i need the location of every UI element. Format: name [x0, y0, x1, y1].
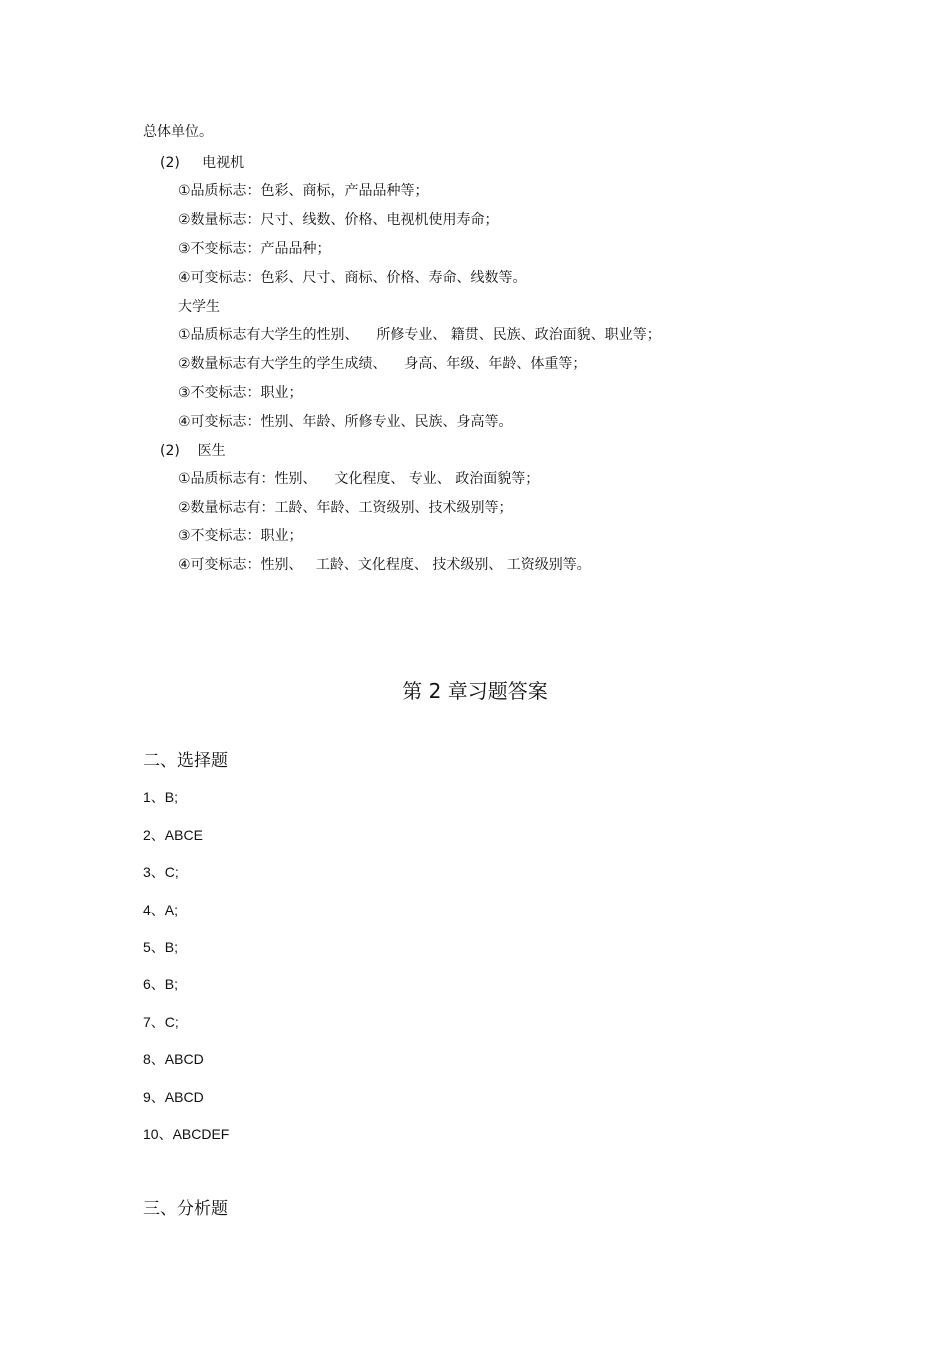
answer-item: 8、ABCD [143, 1051, 204, 1067]
section-heading-choice: 二、选择题 [143, 751, 228, 771]
answer-item: 9、ABCD [143, 1089, 204, 1105]
tv-item-2: ②数量标志：尺寸、线数、价格、电视机使用寿命； [178, 212, 499, 228]
student-heading: 大学生 [178, 299, 220, 315]
paragraph-line: 总体单位。 [143, 124, 213, 140]
answer-item: 10、ABCDEF [143, 1126, 230, 1142]
answer-item: 6、B; [143, 976, 179, 992]
student-item-3: ③不变标志：职业； [178, 385, 303, 401]
doctor-item-1: ①品质标志有：性别、 文化程度、 专业、 政治面貌等； [178, 471, 540, 487]
answer-item: 5、B; [143, 939, 179, 955]
section-heading-analysis: 三、分析题 [143, 1199, 228, 1219]
answer-item: 3、C; [143, 864, 179, 880]
tv-item-4: ④可变标志：色彩、尺寸、商标、价格、寿命、线数等。 [178, 270, 527, 286]
answer-item: 4、A; [143, 902, 179, 918]
tv-item-1: ①品质标志：色彩、商标，产品品种等； [178, 183, 429, 199]
student-item-4: ④可变标志：性别、年龄、所修专业、民族、身高等。 [178, 414, 513, 430]
student-item-1: ①品质标志有大学生的性别、 所修专业、 籍贯、民族、政治面貌、职业等； [178, 327, 661, 343]
doctor-heading: (2) 医生 [160, 443, 226, 459]
doctor-item-3: ③不变标志：职业； [178, 528, 303, 544]
student-item-2: ②数量标志有大学生的学生成绩、 身高、年级、年龄、体重等； [178, 356, 587, 372]
answer-item: 2、ABCE [143, 827, 203, 843]
doctor-item-2: ②数量标志有：工龄、年龄、工资级别、技术级别等； [178, 500, 513, 516]
chapter-title: 第 2 章习题答案 [402, 679, 548, 703]
tv-item-3: ③不变标志：产品品种； [178, 241, 331, 257]
answer-item: 7、C; [143, 1014, 179, 1030]
tv-heading: (2) 电视机 [160, 155, 245, 171]
doctor-item-4: ④可变标志：性别、 工龄、文化程度、 技术级别、 工资级别等。 [178, 557, 591, 573]
answer-item: 1、B; [143, 789, 179, 805]
